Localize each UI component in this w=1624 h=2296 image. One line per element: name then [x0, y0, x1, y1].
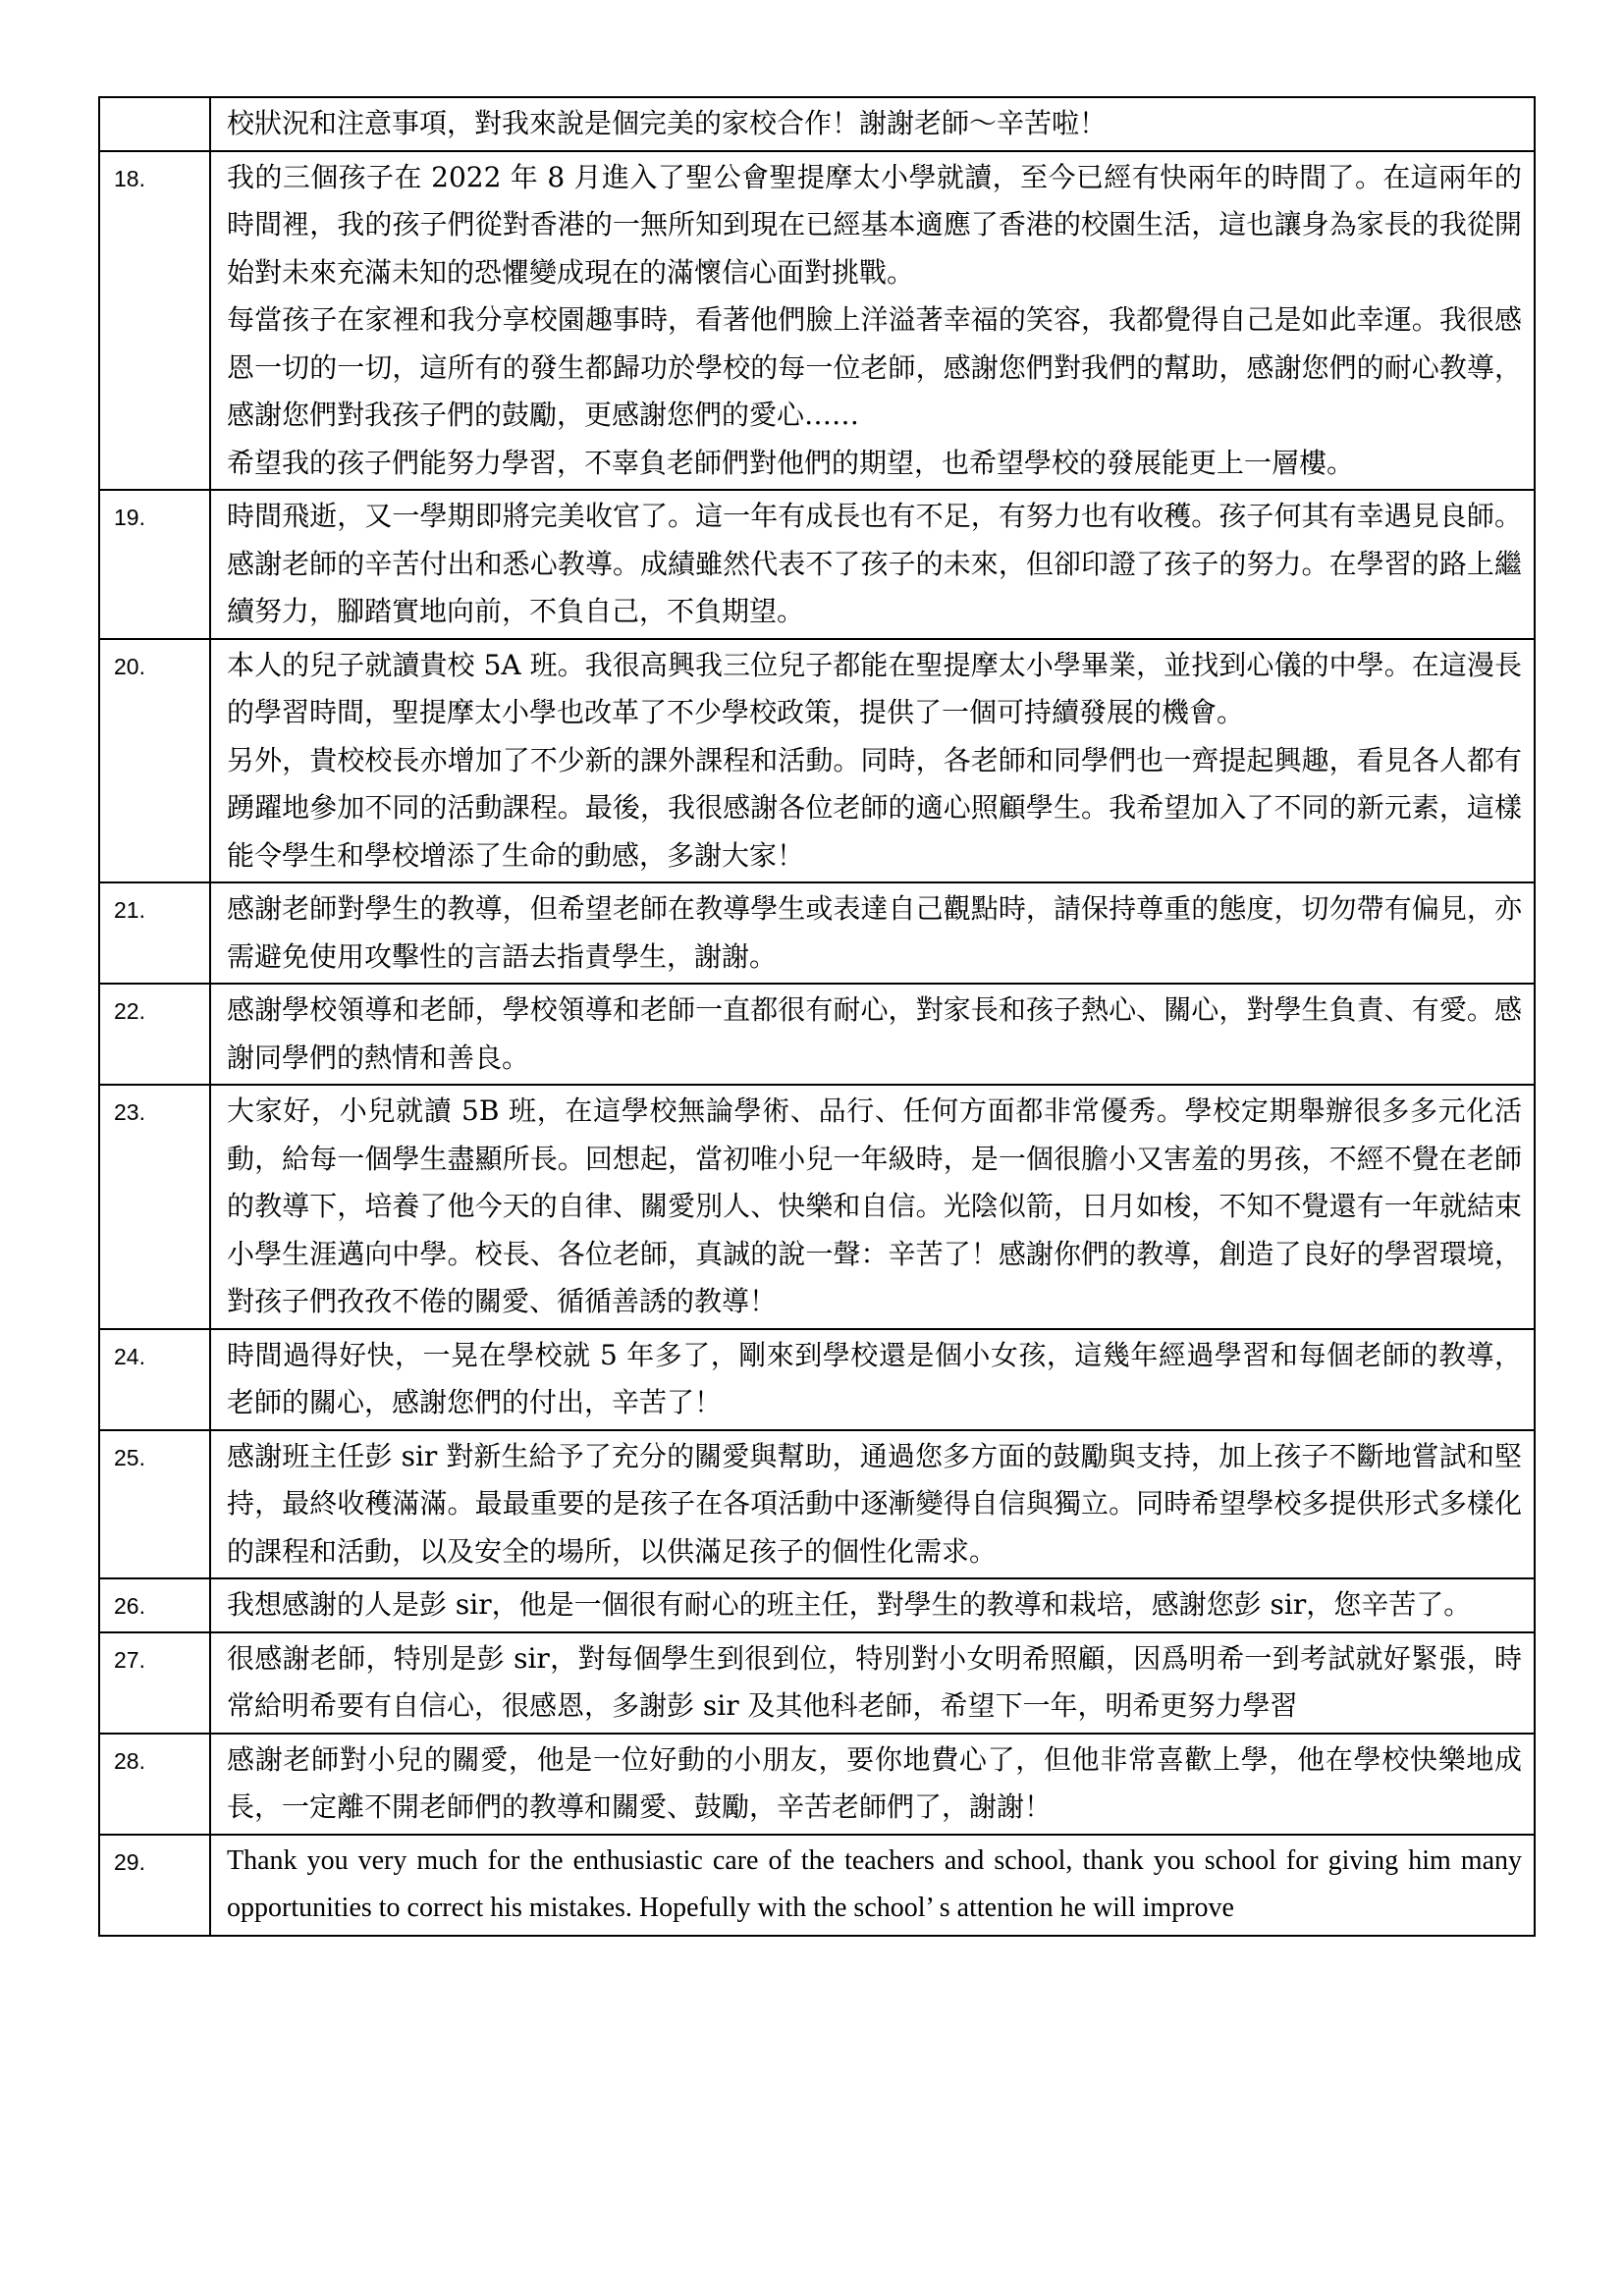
entry-text	[210, 1085, 1535, 1329]
feedback-row	[99, 97, 1535, 151]
entry-paragraph: 大家好，小兒就讀 5B 班，在這學校無論學術、品行、任何方面都非常優秀。學校定期舉辦很多多元化活動，給每一個學生盡顯所長。回想起，當初唯小兒一年級時，是一個很膽小又害羞的男孩，不經不覺在老師的教導下，培養了他今天的自律、關愛別人、快樂和自信。光陰似箭，日月如梭，不知不覺還有一年就結束小學生涯邁向中學。校長、各位老師，真誠的說一聲：辛苦了！感謝你們的教導，創造了良好的學習環境，對孩子們孜孜不倦的關愛、循循善誘的教導！	[227, 1095, 1522, 1317]
entry-text	[210, 1329, 1535, 1430]
entry-number: 22.	[99, 984, 210, 1085]
feedback-row	[99, 1329, 1535, 1430]
entry-text	[210, 97, 1535, 151]
entry-paragraph: 另外，貴校校長亦增加了不少新的課外課程和活動。同時，各老師和同學們也一齊提起興趣，看見各人都有踴躍地參加不同的活動課程。最後，我很感謝各位老師的適心照顧學生。我希望加入了不同的新元素，這樣能令學生和學校增添了生命的動感，多謝大家！	[227, 743, 1522, 872]
feedback-row	[99, 1734, 1535, 1835]
entry-number: 20.	[99, 639, 210, 883]
entry-paragraph: 每當孩子在家裡和我分享校園趣事時，看著他們臉上洋溢著幸福的笑容，我都覺得自己是如此幸運。我很感恩一切的一切，這所有的發生都歸功於學校的每一位老師，感謝您們對我們的幫助，感謝您們的耐心教導，感謝您們對我孩子們的鼓勵，更感謝您們的愛心……	[227, 303, 1522, 431]
entry-paragraph: 時間過得好快，一晃在學校就 5 年多了，剛來到學校還是個小女孩，這幾年經過學習和每個老師的教導，老師的關心，感謝您們的付出，辛苦了！	[227, 1338, 1522, 1418]
entry-text	[210, 882, 1535, 984]
entry-paragraph: 校狀況和注意事項，對我來說是個完美的家校合作！謝謝老師～辛苦啦！	[227, 107, 1108, 139]
feedback-row	[99, 1085, 1535, 1329]
entry-number: 21.	[99, 882, 210, 984]
feedback-row	[99, 151, 1535, 491]
entry-number: 23.	[99, 1085, 210, 1329]
feedback-row	[99, 1578, 1535, 1632]
entry-paragraph: Thank you very much for the enthusiastic care of the teachers and school, thank you school for giving him many opportunities to correct his mistakes. Hopefully with the school’ s attention he will improve	[227, 1844, 1522, 1923]
entry-paragraph: 感謝老師對小兒的關愛，他是一位好動的小朋友，要你地費心了，但他非常喜歡上學，他在學校快樂地成長，一定離不開老師們的教導和關愛、鼓勵，辛苦老師們了，謝謝！	[227, 1742, 1522, 1823]
entry-text	[210, 1632, 1535, 1734]
feedback-row	[99, 1835, 1535, 1936]
entry-paragraph: 感謝學校領導和老師，學校領導和老師一直都很有耐心，對家長和孩子熱心、關心，對學生負責、有愛。感謝同學們的熱情和善良。	[227, 993, 1522, 1074]
entry-paragraph: 我想感謝的人是彭 sir，他是一個很有耐心的班主任，對學生的教導和栽培，感謝您彭 sir，您辛苦了。	[227, 1588, 1472, 1621]
feedback-table-body	[99, 97, 1535, 1936]
entry-number: 26.	[99, 1578, 210, 1632]
entry-paragraph: 本人的兒子就讀貴校 5A 班。我很高興我三位兒子都能在聖提摩太小學畢業，並找到心儀的中學。在這漫長的學習時間，聖提摩太小學也改革了不少學校政策，提供了一個可持續發展的機會。	[227, 648, 1522, 728]
entry-text	[210, 1835, 1535, 1936]
entry-number: 27.	[99, 1632, 210, 1734]
entry-text	[210, 984, 1535, 1085]
feedback-row	[99, 984, 1535, 1085]
entry-text	[210, 1430, 1535, 1579]
entry-number	[99, 97, 210, 151]
entry-paragraph: 希望我的孩子們能努力學習，不辜負老師們對他們的期望，也希望學校的發展能更上一層樓。	[227, 446, 1355, 479]
entry-text	[210, 490, 1535, 639]
entry-number: 24.	[99, 1329, 210, 1430]
entry-text	[210, 1578, 1535, 1632]
feedback-row	[99, 490, 1535, 639]
entry-paragraph: 感謝老師對學生的教導，但希望老師在教導學生或表達自己觀點時，請保持尊重的態度，切勿帶有偏見，亦需避免使用攻擊性的言語去指責學生，謝謝。	[227, 892, 1522, 973]
entry-paragraph: 感謝班主任彭 sir 對新生給予了充分的關愛與幫助，通過您多方面的鼓勵與支持，加上孩子不斷地嘗試和堅持，最終收穫滿滿。最最重要的是孩子在各項活動中逐漸變得自信與獨立。同時希望學校多提供形式多樣化的課程和活動，以及安全的場所，以供滿足孩子的個性化需求。	[227, 1439, 1522, 1568]
feedback-table	[98, 96, 1536, 1937]
entry-text	[210, 151, 1535, 491]
feedback-row	[99, 1632, 1535, 1734]
feedback-row	[99, 882, 1535, 984]
entry-text	[210, 639, 1535, 883]
entry-number: 28.	[99, 1734, 210, 1835]
entry-paragraph: 很感謝老師，特別是彭 sir，對每個學生到很到位，特別對小女明希照顧，因爲明希一到考試就好緊張，時常給明希要有自信心，很感恩，多謝彭 sir 及其他科老師，希望下一年，明希更努力學習	[227, 1641, 1522, 1722]
entry-paragraph: 時間飛逝，又一學期即將完美收官了。這一年有成長也有不足，有努力也有收穫。孩子何其有幸遇見良師。感謝老師的辛苦付出和悉心教導。成績雖然代表不了孩子的未來，但卻印證了孩子的努力。在學習的路上繼續努力，腳踏實地向前，不負自己，不負期望。	[227, 500, 1522, 627]
entry-number: 29.	[99, 1835, 210, 1936]
entry-paragraph: 我的三個孩子在 2022 年 8 月進入了聖公會聖提摩太小學就讀，至今已經有快兩年的時間了。在這兩年的時間裡，我的孩子們從對香港的一無所知到現在已經基本適應了香港的校園生活，這也讓身為家長的我從開始對未來充滿未知的恐懼變成現在的滿懷信心面對挑戰。	[227, 160, 1522, 289]
entry-text	[210, 1734, 1535, 1835]
feedback-row	[99, 1430, 1535, 1579]
entry-number: 25.	[99, 1430, 210, 1579]
feedback-row	[99, 639, 1535, 883]
entry-number: 19.	[99, 490, 210, 639]
entry-number: 18.	[99, 151, 210, 491]
